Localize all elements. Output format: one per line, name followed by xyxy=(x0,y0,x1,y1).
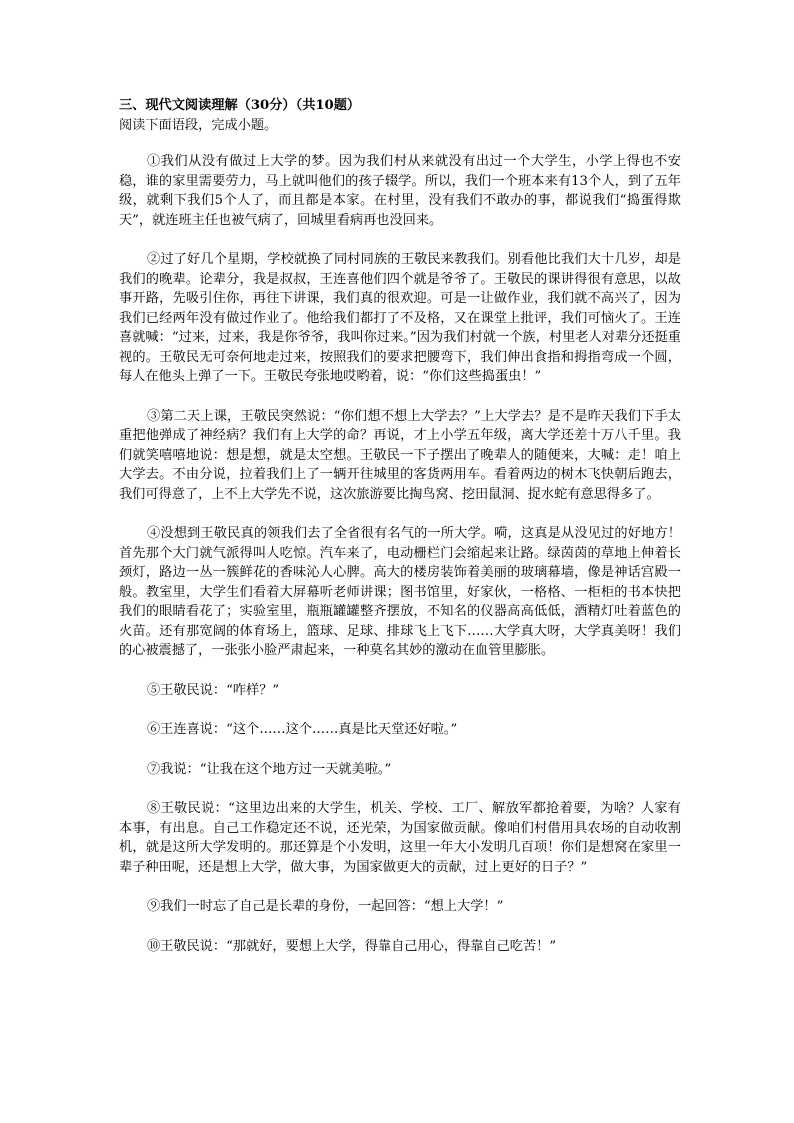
paragraph-1: ①我们从没有做过上大学的梦。因为我们村从来就没有出过一个大学生，小学上得也不安稳，谁的家里需要劳力，马上就叫他们的孩子辍学。所以，我们一个班本来有13个人，到了五年级，就剩下我们5个人了，而且都是本家。在村里，没有我们不敢办的事，都说我们“捣蛋得欺天”，就连班主任也被气病了，回城里看病再也没回来。 xyxy=(119,154,681,228)
paragraph-2: ②过了好几个星期，学校就换了同村同族的王敬民来教我们。别看他比我们大十几岁，却是我们的晚辈。论辈分，我是叔叔，王连喜他们四个就是爷爷了。王敬民的课讲得很有意思，以故事开路，先吸引住你，再往下讲课，我们真的很欢迎。可是一让做作业，我们就不高兴了，因为我们已经两年没有做过作业了。他给我们都打了不及格，又在课堂上批评，我们可恼火了。王连喜就喊：“过来，过来，我是你爷爷，我叫你过来。”因为我们村就一个族，村里老人对辈分还挺重视的。王敬民无可奈何地走过来，按照我们的要求把腰弯下，我们伸出食指和拇指弯成一个圆，每人在他头上弹了一下。王敬民夸张地哎哟着，说：“你们这些捣蛋虫！” xyxy=(119,252,681,384)
instruction-text: 阅读下面语段，完成小题。 xyxy=(119,117,278,133)
paragraph-5: ⑤王敬民说：“咋样？” xyxy=(147,682,280,698)
paragraph-3: ③第二天上课，王敬民突然说：“你们想不想上大学去？”上大学去？是不是昨天我们下手太重把他弹成了神经病？我们有上大学的命？再说，才上小学五年级，离大学还差十万八千里。我们就笑嘻嘻地说：想是想，就是太空想。王敬民一下子摆出了晚辈人的随便来，大喊：走！咱上大学去。不由分说，拉着我们上了一辆开往城里的客货两用车。看着两边的树木飞快朝后跑去，我们可得意了，上不上大学先不说，这次旅游要比掏鸟窝、挖田鼠洞、捉水蛇有意思得多了。 xyxy=(119,408,681,502)
paragraph-4: ④没想到王敬民真的领我们去了全省很有名气的一所大学。嗬，这真是从没见过的好地方！首先那个大门就气派得叫人吃惊。汽车来了，电动栅栏门会缩起来让路。绿茵茵的草地上伸着长颈灯，路边一丛一簇鲜花的香味沁人心脾。高大的楼房装饰着美丽的玻璃幕墙，像是神话宫殿一般。教室里，大学生们看着大屏幕听老师讲课；图书馆里，好家伙，一格格、一柜柜的书本快把我们的眼睛看花了；实验室里，瓶瓶罐罐整齐摆放，不知名的仪器高高低低，酒精灯吐着蓝色的火苗。还有那宽阔的体育场上，篮球、足球、排球飞上飞下……大学真大呀，大学真美呀！我们的心被震撼了，一张张小脸严肃起来，一种莫名其妙的激动在血管里膨胀。 xyxy=(119,526,681,658)
paragraph-10: ⑩王敬民说：“那就好，要想上大学，得靠自己用心，得靠自己吃苦！” xyxy=(147,938,557,954)
paragraph-8: ⑧王敬民说：“这里边出来的大学生，机关、学校、工厂、解放军都抢着要，为啥？人家有本事，有出息。自己工作稳定还不说，还光荣，为国家做贡献。像咱们村借用具农场的自动收割机，就是这所大学发明的。那还算是个小发明，这里一年大小发明几百项！你们是想窝在家里一辈子种田呢，还是想上大学，做大事，为国家做更大的贡献，过上更好的日子？” xyxy=(119,801,681,875)
section-title: 三、现代文阅读理解（30分）（共10题） xyxy=(119,98,361,113)
paragraph-6: ⑥王连喜说：“这个……这个……真是比天堂还好啦。” xyxy=(147,722,458,737)
paragraph-7: ⑦我说：“让我在这个地方过一天就美啦。” xyxy=(147,761,392,777)
paragraph-9: ⑨我们一时忘了自己是长辈的身份，一起回答：“想上大学！” xyxy=(147,899,504,914)
document-page xyxy=(119,96,681,976)
